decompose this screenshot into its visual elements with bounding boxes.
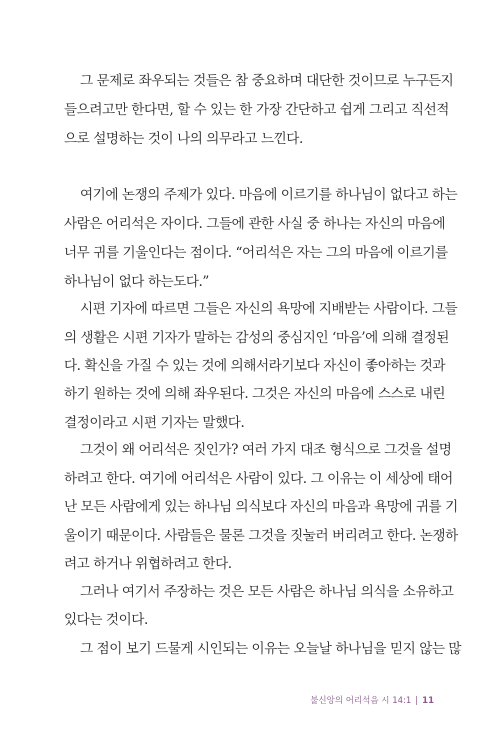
text-line: 그러나 여기서 주장하는 것은 모든 사람은 하나님 의식을 소유하고 [80,584,454,600]
text-line: 너무 귀를 기울인다는 점이다. “어리석은 자는 그의 마음에 이르기를 [64,245,448,261]
text-line: 하나님이 없다 하는도다.” [64,274,209,290]
text-line: 사람은 어리석은 자이다. 그들에 관한 사실 중 하나는 자신의 마음에 [64,216,446,232]
text-line: 있다는 것이다. [64,612,148,628]
text-line: 울이기 때문이다. 사람들은 물론 그것을 짓눌러 버리려고 한다. 논쟁하 [64,528,458,544]
text-line: 하기 원하는 것에 의해 좌우된다. 그것은 자신의 마음에 스스로 내린 [64,386,446,402]
text-line: 시편 기자에 따르면 그들은 자신의 욕망에 지배받는 사람이다. 그들 [80,301,458,317]
text-line: 들으려고만 한다면, 할 수 있는 한 가장 간단하고 쉽게 그리고 직선적 [64,102,449,118]
text-line: 으로 설명하는 것이 나의 의무라고 느낀다. [64,131,303,147]
footer-separator: | [415,696,419,706]
text-line: 하려고 한다. 여기에 어리석은 사람이 있다. 그 이유는 이 세상에 태어 [64,471,453,487]
text-line: 그 점이 보기 드물게 시인되는 이유는 오늘날 하나님을 믿지 않는 많 [80,641,462,657]
text-line: 려고 하거나 위협하려고 한다. [64,556,232,572]
text-line: 의 생활은 시편 기자가 말하는 감성의 중심지인 ‘마음’에 의해 결정된 [64,330,449,346]
text-line: 그것이 왜 어리석은 짓인가? 여러 가지 대조 형식으로 그것을 설명 [80,442,452,458]
page-footer [310,694,434,706]
text-line: 결정이라고 시편 기자는 말했다. [64,415,245,431]
text-line: 다. 확신을 가질 수 있는 것에 의해서라기보다 자신이 좋아하는 것과 [64,358,446,374]
page-number: 11 [422,696,434,706]
text-line: 여기에 논쟁의 주제가 있다. 마음에 이르기를 하나님이 없다고 하는 [80,187,458,203]
running-title: 불신앙의 어리석음 시 14:1 [310,696,412,706]
text-line: 그 문제로 좌우되는 것들은 참 중요하며 대단한 것이므로 누구든지 [80,73,454,89]
text-line: 난 모든 사람에게 있는 하나님 의식보다 자신의 마음과 욕망에 귀를 기 [64,499,458,515]
